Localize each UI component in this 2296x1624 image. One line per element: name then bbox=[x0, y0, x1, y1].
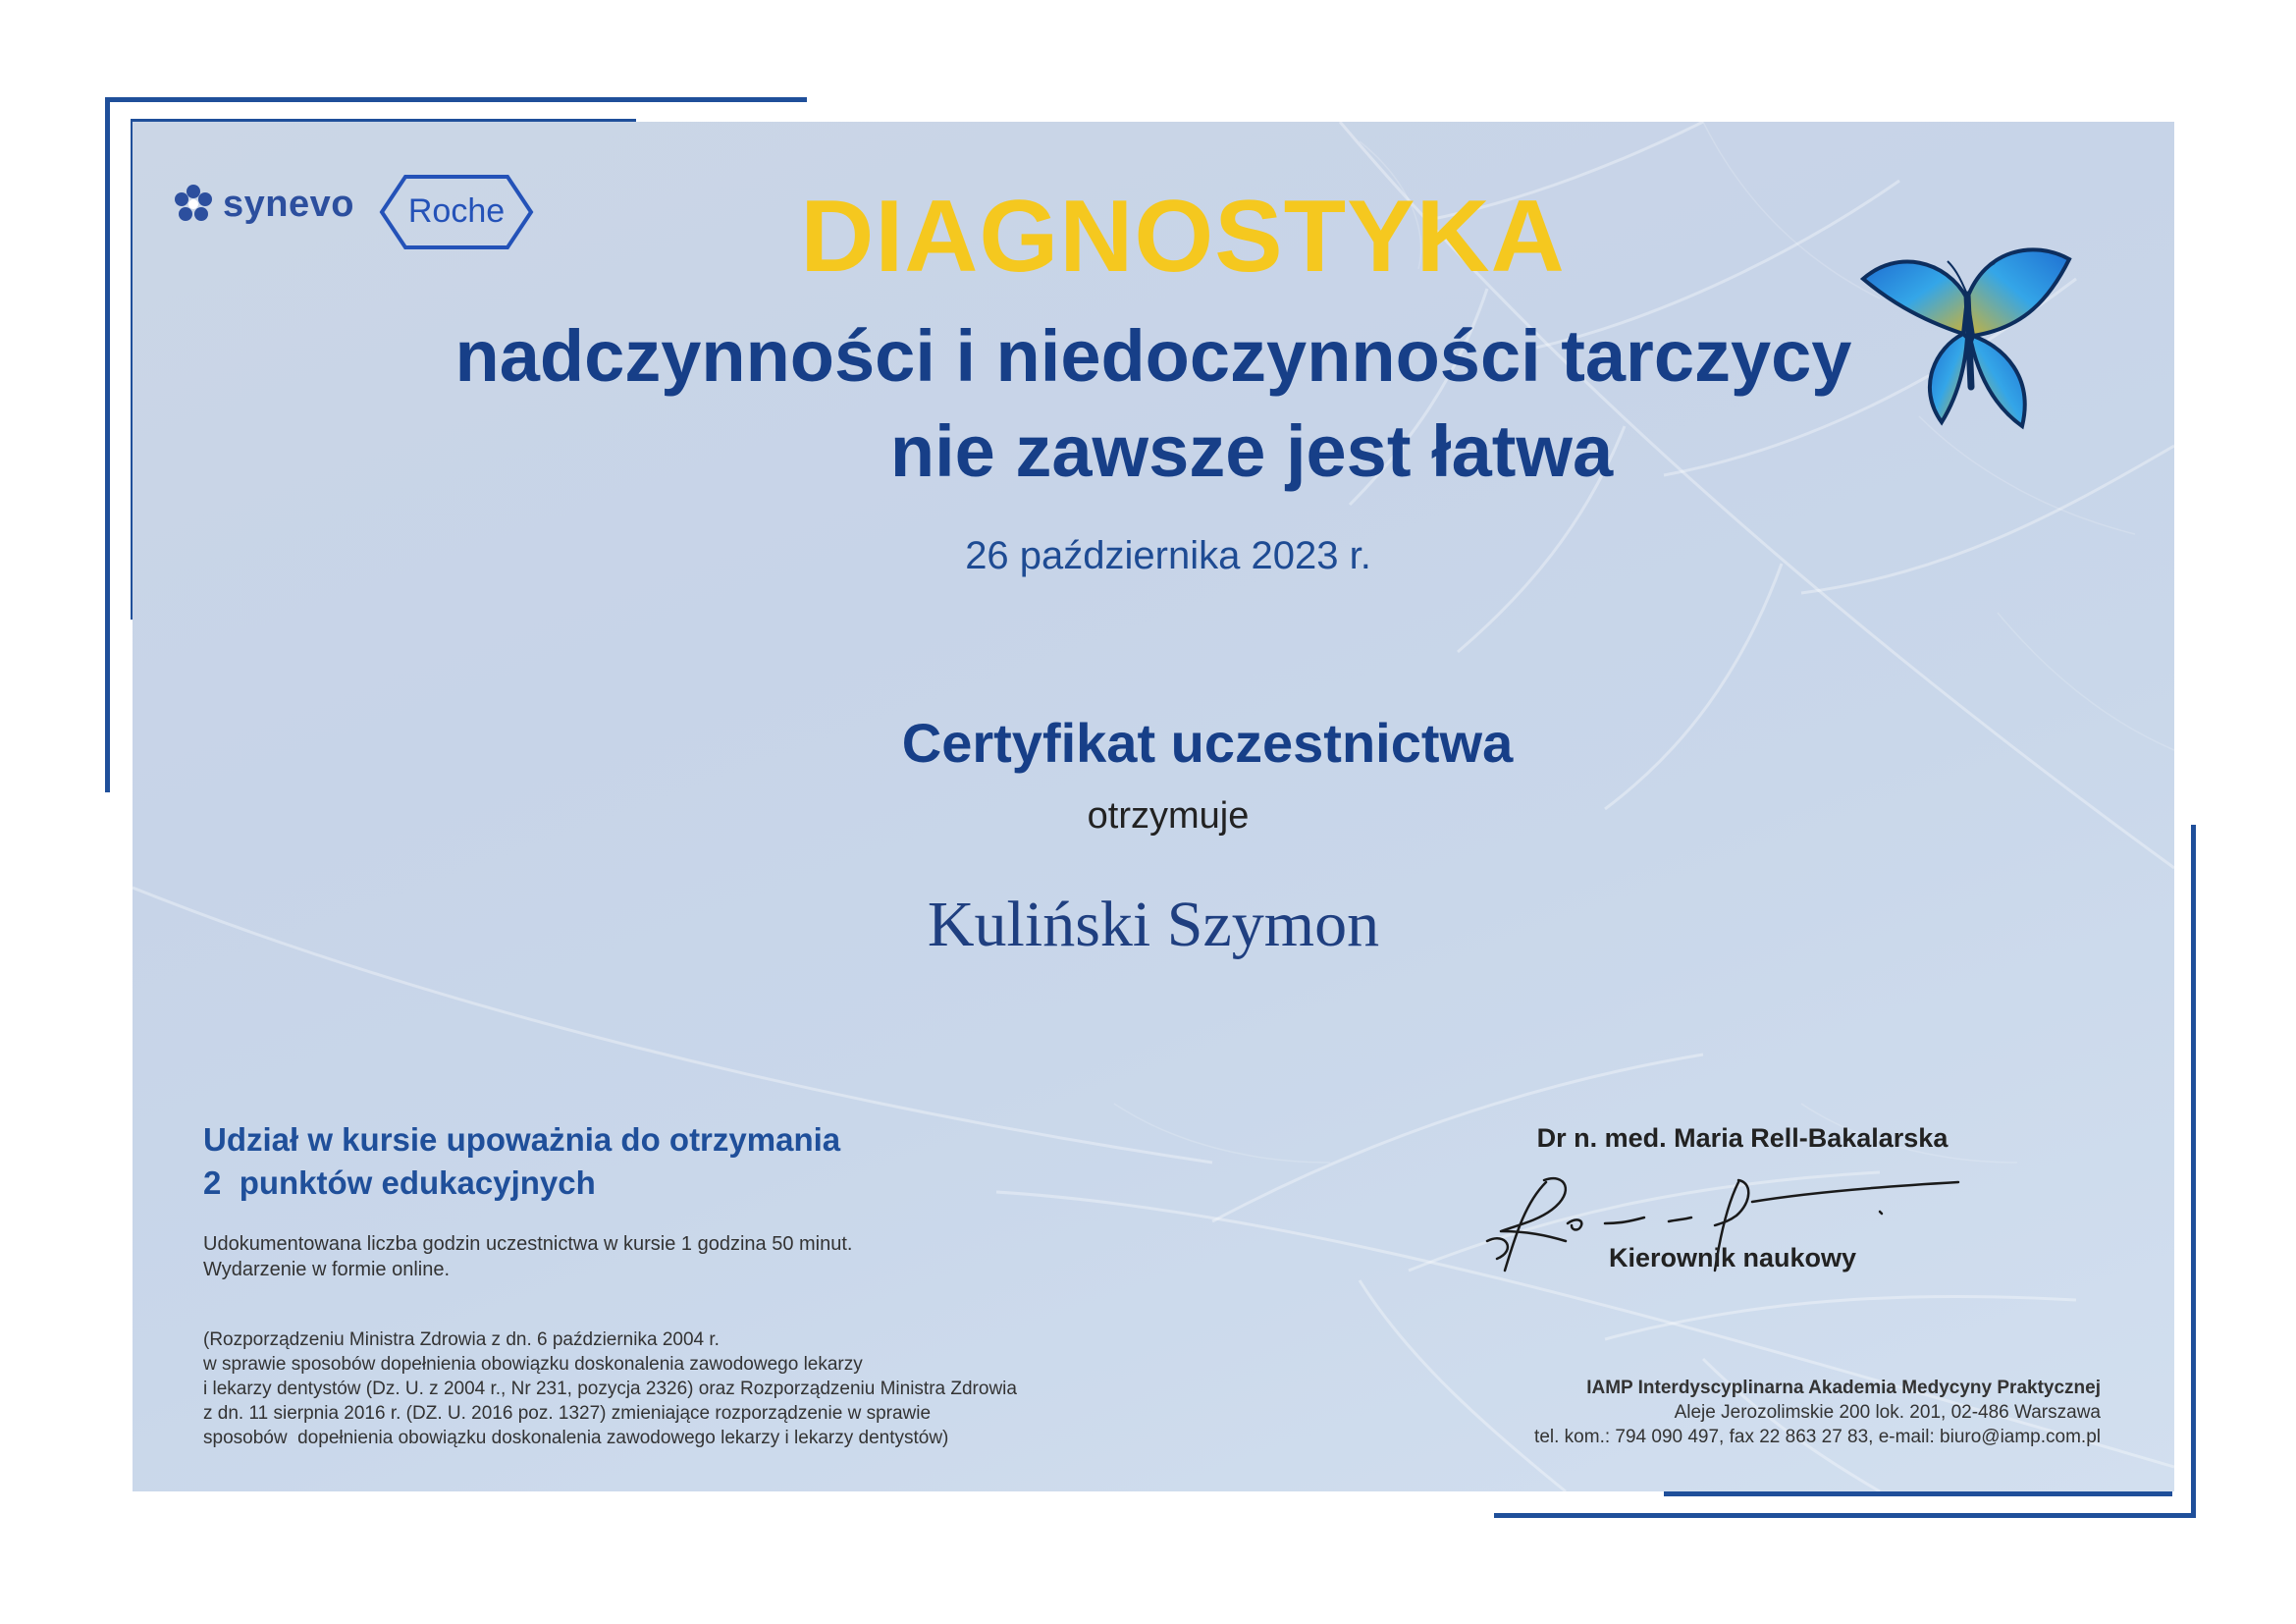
frame-top-left-outer-v bbox=[105, 97, 110, 792]
hours-info bbox=[203, 1231, 852, 1282]
signatory-role: Kierownik naukowy bbox=[1608, 1243, 1857, 1272]
roche-logo-text: Roche bbox=[407, 192, 506, 230]
signatory-name: Dr n. med. Maria Rell-Bakalarska bbox=[1536, 1123, 1949, 1153]
frame-bottom-right-outer-h bbox=[1494, 1513, 2196, 1518]
frame-top-left-outer-h bbox=[105, 97, 807, 102]
legal-line: w sprawie sposobów dopełnienia obowiązku doskonalenia zawodowego lekarzy bbox=[203, 1354, 863, 1375]
education-points bbox=[203, 1118, 840, 1205]
education-points-line-2: 2 punktów edukacyjnych bbox=[203, 1164, 596, 1201]
subtitle-line-1: nadczynności i niedoczynności tarczycy bbox=[454, 315, 1852, 397]
receives-label: otrzymuje bbox=[1087, 795, 1250, 837]
organizer-info bbox=[1534, 1376, 2101, 1449]
frame-bottom-right-inner-h bbox=[1664, 1491, 2172, 1496]
legal-line: sposobów dopełnienia obowiązku doskonalenia zawodowego lekarzy i lekarzy dentystów) bbox=[203, 1428, 949, 1448]
education-points-line-1: Udział w kursie upoważnia do otrzymania bbox=[203, 1121, 841, 1158]
frame-bottom-right-outer-v bbox=[2191, 825, 2196, 1517]
subtitle-line-2: nie zawsze jest łatwa bbox=[889, 410, 1614, 492]
recipient-name: Kuliński Szymon bbox=[927, 889, 1380, 960]
hours-info-line-2: Wydarzenie w formie online. bbox=[203, 1259, 451, 1280]
organizer-address: Aleje Jerozolimskie 200 lok. 201, 02-486 Warszawa bbox=[1674, 1402, 2101, 1423]
certificate-panel bbox=[133, 122, 2174, 1491]
legal-line: i lekarzy dentystów (Dz. U. z 2004 r., Nr 231, pozycja 2326) oraz Rozporządzeniu Ministra Zdrowia bbox=[203, 1379, 1017, 1399]
main-title: DIAGNOSTYKA bbox=[800, 180, 1566, 294]
synevo-logo-text: synevo bbox=[223, 183, 354, 225]
organizer-contact: tel. kom.: 794 090 497, fax 22 863 27 83, e-mail: biuro@iamp.com.pl bbox=[1534, 1427, 2101, 1447]
legal-basis bbox=[203, 1327, 1017, 1450]
hours-info-line-1: Udokumentowana liczba godzin uczestnictwa w kursie 1 godzina 50 minut. bbox=[203, 1233, 853, 1255]
organizer-name: IAMP Interdyscyplinarna Akademia Medycyny Praktycznej bbox=[1586, 1378, 2101, 1398]
legal-line: (Rozporządzeniu Ministra Zdrowia z dn. 6 października 2004 r. bbox=[203, 1329, 720, 1350]
event-date: 26 października 2023 r. bbox=[965, 534, 1371, 577]
legal-line: z dn. 11 sierpnia 2016 r. (DZ. U. 2016 poz. 1327) zmieniające rozporządzenie w sprawie bbox=[203, 1403, 932, 1424]
certificate-heading: Certyfikat uczestnictwa bbox=[901, 712, 1514, 774]
